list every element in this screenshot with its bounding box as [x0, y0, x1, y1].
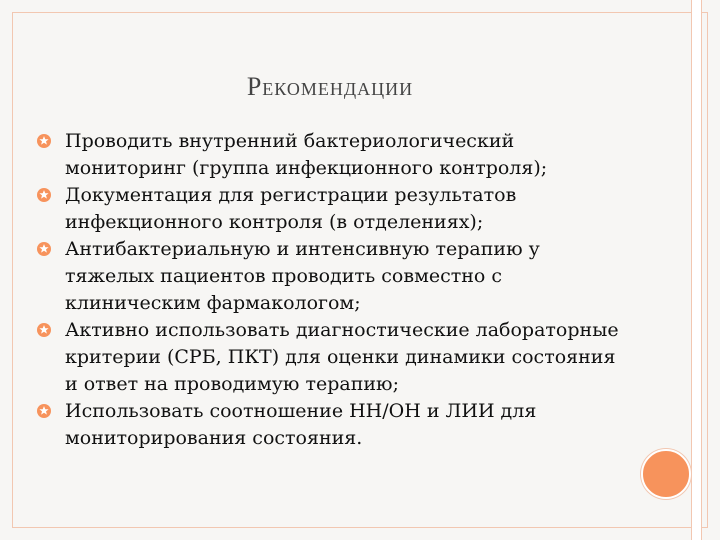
- list-item: [36, 236, 628, 317]
- list-item: [36, 398, 628, 452]
- slide-title: Рекомендации: [246, 72, 414, 101]
- side-decoration-strip: [691, 0, 702, 540]
- bullet-list: [36, 128, 628, 452]
- star-bullet-icon: [37, 404, 51, 418]
- list-item: [36, 317, 628, 398]
- list-item-text: Использовать соотношение НН/ОН и ЛИИ для мониторирования состояния.: [65, 400, 537, 449]
- list-item-text: Активно использовать диагностические лабораторные критерии (СРБ, ПКТ) для оценки динамики состояния и ответ на проводимую терапию;: [65, 319, 619, 395]
- list-item: [36, 182, 628, 236]
- star-bullet-icon: [37, 134, 51, 148]
- list-item-text: Документация для регистрации результатов инфекционного контроля (в отделениях);: [65, 184, 517, 233]
- star-bullet-icon: [37, 242, 51, 256]
- list-item-text: Проводить внутренний бактериологический мониторинг (группа инфекционного контроля);: [65, 130, 548, 179]
- list-item: [36, 128, 628, 182]
- list-item-text: Антибактериальную и интенсивную терапию у тяжелых пациентов проводить совместно с клиническим фармакологом;: [65, 238, 540, 314]
- star-bullet-icon: [37, 188, 51, 202]
- star-bullet-icon: [37, 323, 51, 337]
- orange-circle-icon: [641, 449, 691, 499]
